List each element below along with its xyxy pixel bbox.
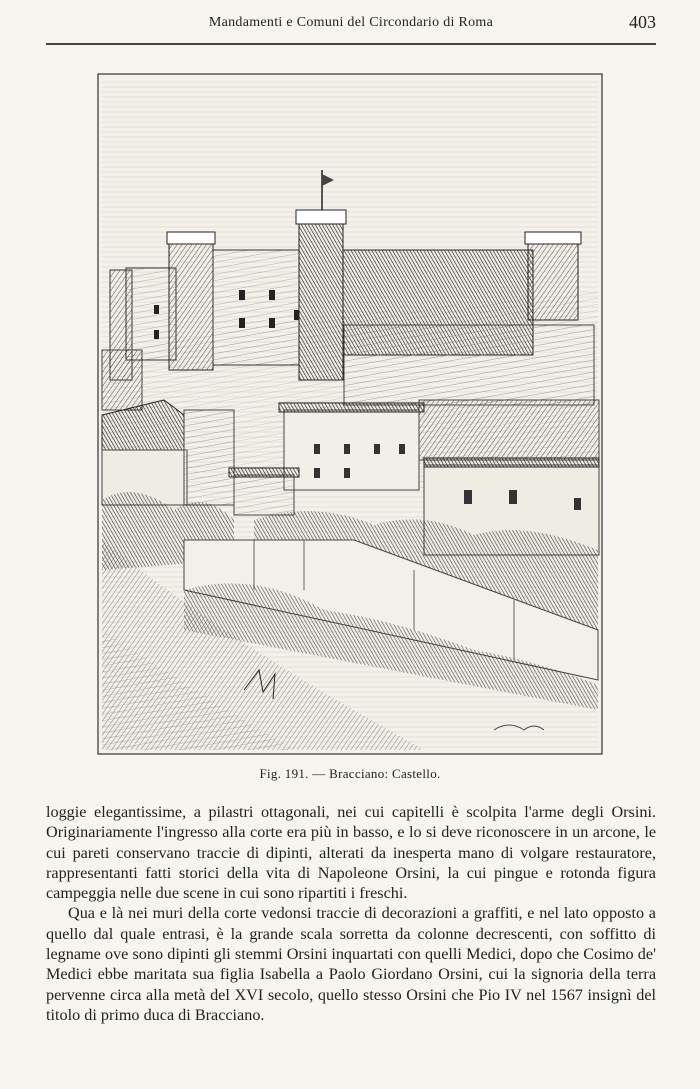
engraving-illustration <box>94 70 606 758</box>
figure-caption: Fig. 191. — Bracciano: Castello. <box>259 766 441 781</box>
castle-engraving <box>94 70 606 758</box>
page-header <box>46 12 656 34</box>
running-title: Mandamenti e Comuni del Circondario di Roma <box>208 15 494 30</box>
body-text <box>46 802 656 1025</box>
paragraph: loggie elegantissime, a pilastri ottagonali, nei cui capitelli è scolpita l'arme degli Orsini. Originariamente l'ingresso alla corte era più in basso, e lo si deve riconoscere in un arcone, le cui pareti conservano traccie di dipinti, alterati da inesperta mano di volgare restauratore, rappresentanti fatti storici della vita di Napoleone Orsini, la cui pingue e rotonda figura campeggia nelle due scene in cui sono ripartiti i freschi. <box>46 803 656 903</box>
page-number: 403 <box>629 12 656 32</box>
header-rule <box>46 43 656 45</box>
paragraph: Qua e là nei muri della corte vedonsi traccie di decorazioni a graffiti, e nel lato opposto a quello dal quale entrasi, è la grande scala sorretta da colonne decrescenti, con soffitto di legname ove sono dipinti gli stemmi Orsini inquartati con quelli Medici, dopo che Cosimo de' Medici ebbe maritata sua figlia Isabella a Paolo Giordano Orsini, cui la signoria della terra pervenne circa alla metà del XVI secolo, quello stesso Orsini che Pio IV nel 1567 insignì del titolo di primo duca di Bracciano. <box>46 904 656 1024</box>
